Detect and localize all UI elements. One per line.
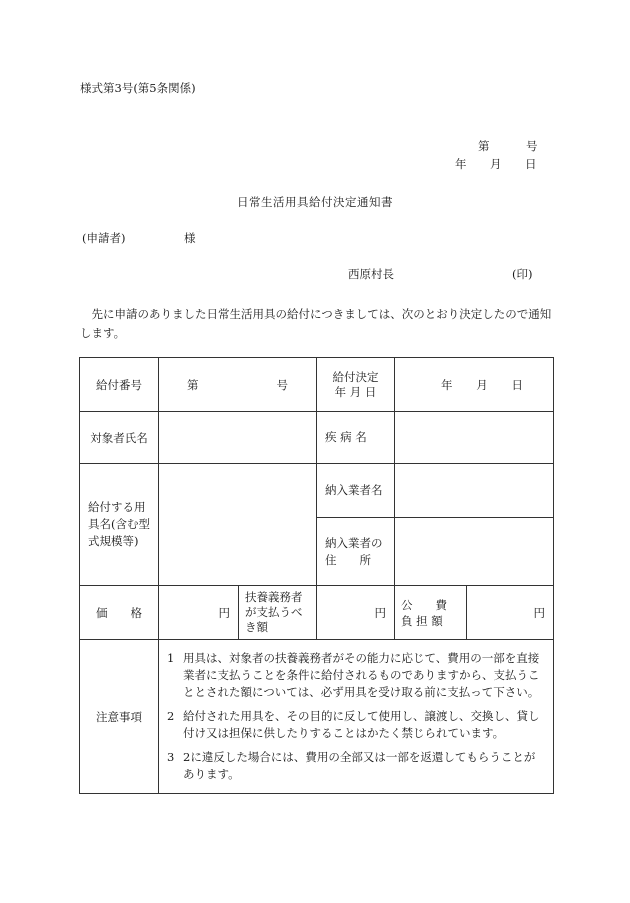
public-burden-label-line2: 負 担 額 — [401, 613, 443, 628]
decision-date-year: 年 — [441, 377, 453, 392]
device-name-label-line3: 式規模等) — [88, 534, 139, 548]
vendor-address-label — [317, 518, 395, 586]
document-number-suffix: 号 — [526, 139, 538, 153]
table-row-benefit-number — [80, 358, 554, 412]
document-number-prefix: 第 — [478, 139, 490, 153]
decision-date-label — [317, 358, 395, 412]
price-field[interactable] — [159, 586, 239, 640]
seal-mark: (印) — [512, 267, 533, 281]
addressee-honorific: 様 — [184, 231, 196, 245]
benefit-decision-table — [79, 357, 554, 794]
body-text: 先に申請のありました日常生活用具の給付につきましては、次のとおり決定したので通知します。 — [80, 307, 552, 340]
vendor-address-label-line1: 納入業者の — [325, 535, 383, 550]
vendor-address-field[interactable] — [395, 518, 554, 586]
table-row-subject — [80, 412, 554, 464]
guardian-payment-label — [239, 586, 317, 640]
note-text: 2に違反した場合には、費用の全部又は一部を返還してもらうことがあります。 — [183, 750, 536, 781]
price-unit: 円 — [218, 605, 230, 620]
decision-date-label-line2: 年 月 日 — [334, 384, 377, 399]
vendor-address-label-line2: 住 所 — [325, 552, 371, 567]
public-burden-field[interactable] — [467, 586, 554, 640]
note-text: 用具は、対象者の扶養義務者がその能力に応じて、費用の一部を直接業者に支払うことを条件に給付されるものでありますから、支払うこととされた額については、必ず用具を受け取る前に支払って下さい。 — [183, 651, 540, 699]
guardian-payment-field[interactable] — [317, 586, 395, 640]
device-name-label-line1: 給付する用 — [88, 500, 146, 514]
issuer-name: 西原村長 — [348, 267, 394, 281]
vendor-name-field[interactable] — [395, 464, 554, 518]
guardian-payment-label-line3: き額 — [245, 620, 268, 634]
note-item — [167, 650, 541, 701]
notes-content — [159, 640, 554, 794]
form-number: 様式第3号(第5条関係) — [80, 81, 196, 95]
document-title: 日常生活用具給付決定通知書 — [237, 195, 393, 209]
public-burden-label-line1: 公 費 — [401, 597, 447, 612]
vendor-name-label: 納入業者名 — [317, 464, 395, 518]
decision-date-cell[interactable] — [395, 358, 554, 412]
public-burden-label — [395, 586, 467, 640]
table-row-amounts — [80, 586, 554, 640]
note-number: 1 — [167, 651, 175, 665]
issue-date-day: 日 — [525, 157, 537, 171]
decision-date-label-line1: 給付決定 — [332, 369, 379, 384]
benefit-number-suffix: 号 — [276, 377, 288, 392]
table-row-device — [80, 464, 554, 518]
guardian-payment-unit: 円 — [374, 605, 386, 620]
disease-name-field[interactable] — [395, 412, 554, 464]
guardian-payment-label-line2: が支払うべ — [245, 605, 303, 619]
note-number: 3 — [167, 750, 175, 764]
public-burden-unit: 円 — [533, 605, 545, 620]
note-text: 給付された用具を、その目的に反して使用し、譲渡し、交換し、貸し付け又は担保に供したりすることはかたく禁じられています。 — [183, 709, 540, 740]
notes-label: 注意事項 — [80, 640, 159, 794]
decision-date-month: 月 — [476, 377, 488, 392]
subject-name-label: 対象者氏名 — [80, 412, 159, 464]
addressee-label: (申請者) — [82, 231, 126, 245]
device-name-label — [80, 464, 159, 586]
note-item — [167, 749, 541, 783]
benefit-number-cell[interactable] — [159, 358, 317, 412]
device-name-label-line2: 具名(含む型 — [88, 517, 150, 531]
benefit-number-prefix: 第 — [187, 377, 199, 392]
table-row-notes — [80, 640, 554, 794]
device-name-field[interactable] — [159, 464, 317, 586]
issue-date-year: 年 — [455, 157, 467, 171]
price-label: 価 格 — [80, 586, 159, 640]
disease-name-label: 疾 病 名 — [317, 412, 395, 464]
note-item — [167, 708, 541, 742]
issue-date-month: 月 — [490, 157, 502, 171]
guardian-payment-label-line1: 扶養義務者 — [245, 590, 303, 604]
benefit-number-label: 給付番号 — [80, 358, 159, 412]
subject-name-field[interactable] — [159, 412, 317, 464]
note-number: 2 — [167, 709, 175, 723]
decision-date-day: 日 — [511, 377, 523, 392]
